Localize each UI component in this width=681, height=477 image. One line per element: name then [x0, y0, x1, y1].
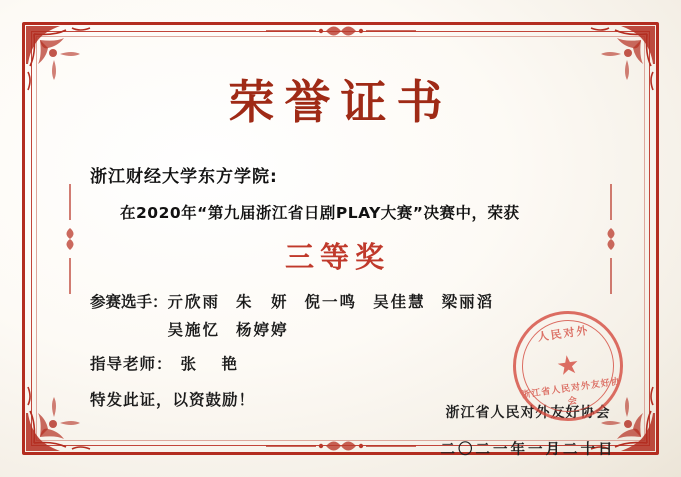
award-context: 在2020年“第九届浙江省日剧PLAY大赛”决赛中，荣获: [120, 204, 520, 222]
participants-row: [168, 293, 511, 311]
closing-statement: 特发此证，以资鼓励！: [90, 391, 256, 409]
participant-name: 倪一鸣: [304, 293, 358, 311]
seal-bottom-text: 浙江省人民对外友好协会: [520, 376, 622, 408]
participant-name: 杨婷婷: [236, 321, 289, 339]
edge-ornament-icon: [266, 18, 416, 44]
participant-name: 吴佳慧: [373, 293, 426, 311]
recipient-name: 浙江财经大学东方学院:: [90, 167, 278, 187]
issuer-name: 浙江省人民对外友好协会: [445, 405, 611, 421]
participant-name: 梁丽滔: [441, 293, 495, 311]
advisor-label: 指导老师：: [90, 355, 173, 373]
advisor-name: 张 艳: [180, 355, 243, 373]
star-icon: ★: [554, 349, 582, 383]
certificate-title: 荣誉证书: [228, 75, 453, 129]
participants-row: [168, 318, 511, 340]
award-level: 三等奖: [284, 240, 390, 274]
issue-date: 二〇二一年一月二十日: [440, 442, 616, 458]
edge-ornament-icon: [266, 433, 416, 459]
participants-names: [168, 290, 511, 340]
participant-name: 朱 妍: [236, 293, 289, 311]
participant-name: 亓欣雨: [167, 293, 221, 311]
seal-top-text: 人民对外: [536, 323, 591, 344]
participants-label: 参赛选手：: [90, 293, 168, 311]
participant-name: 吴施忆: [167, 321, 221, 339]
